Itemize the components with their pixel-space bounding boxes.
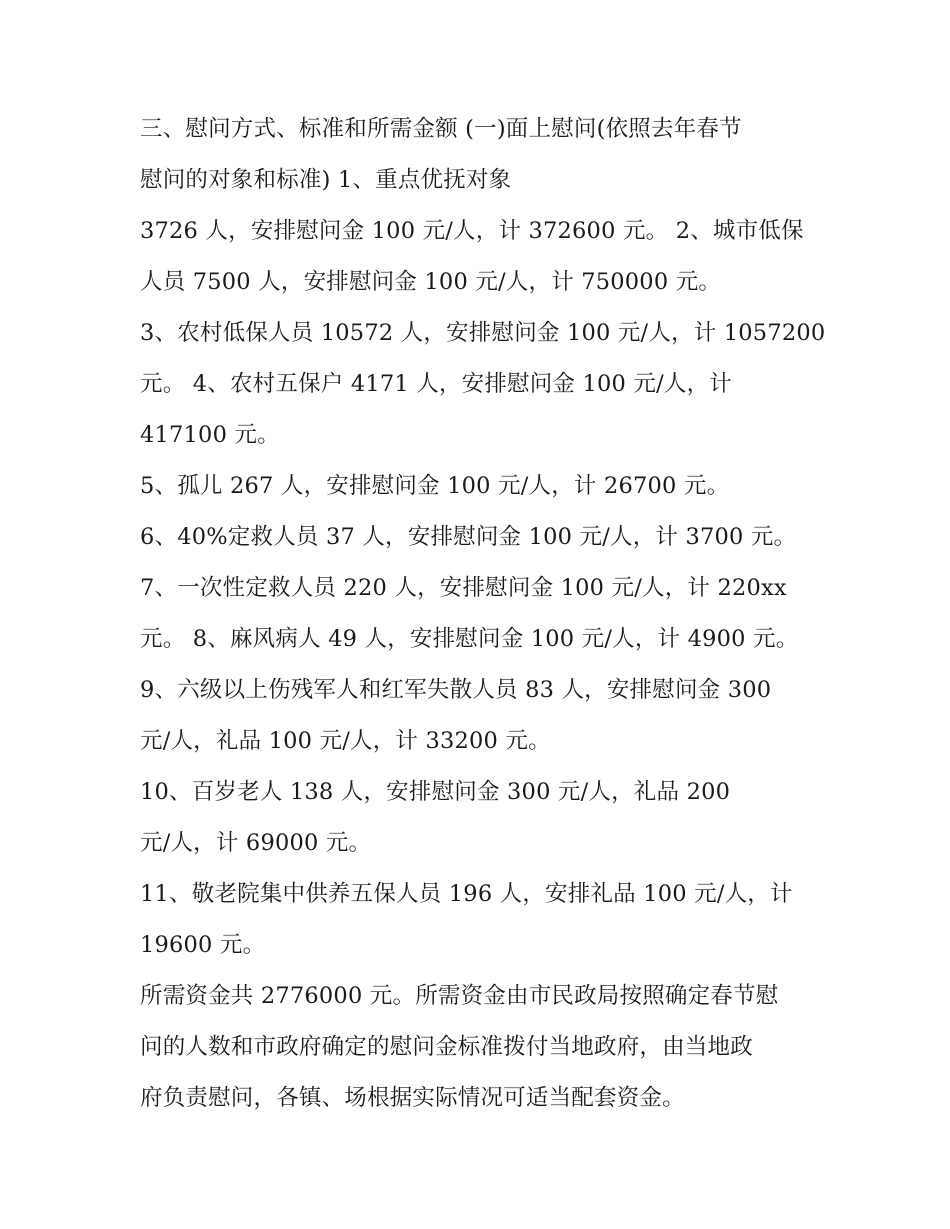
- text-line: 元/人，礼品 100 元/人，计 33200 元。: [140, 728, 551, 754]
- text-line: 府负责慰问，各镇、场根据实际情况可适当配套资金。: [140, 1085, 685, 1111]
- text-line: 10、百岁老人 138 人，安排慰问金 300 元/人，礼品 200: [140, 779, 731, 805]
- text-line: 慰问的对象和标准) 1、重点优抚对象: [140, 167, 512, 193]
- text-line: 9、六级以上伤残军人和红军失散人员 83 人，安排慰问金 300: [140, 677, 772, 703]
- text-line: 元/人，计 69000 元。: [140, 830, 372, 856]
- text-line: 19600 元。: [140, 932, 266, 958]
- document-body: [140, 104, 826, 1124]
- text-line: 元。 8、麻风病人 49 人，安排慰问金 100 元/人，计 4900 元。: [140, 626, 799, 652]
- text-line: 3726 人，安排慰问金 100 元/人，计 372600 元。 2、城市低保: [140, 218, 804, 244]
- text-line: 3、农村低保人员 10572 人，安排慰问金 100 元/人，计 1057200: [140, 320, 826, 346]
- text-line: 11、敬老院集中供养五保人员 196 人，安排礼品 100 元/人，计: [140, 881, 793, 907]
- text-line: 417100 元。: [140, 422, 280, 448]
- text-line: 人员 7500 人，安排慰问金 100 元/人，计 750000 元。: [140, 269, 722, 295]
- text-line: 三、慰问方式、标准和所需金额 (一)面上慰问(依照去年春节: [140, 116, 742, 142]
- text-line: 元。 4、农村五保户 4171 人，安排慰问金 100 元/人，计: [140, 371, 732, 397]
- text-line: 问的人数和市政府确定的慰问金标准拨付当地政府，由当地政: [140, 1034, 753, 1060]
- text-line: 5、孤儿 267 人，安排慰问金 100 元/人，计 26700 元。: [140, 473, 730, 499]
- text-line: 所需资金共 2776000 元。所需资金由市民政局按照确定春节慰: [140, 983, 779, 1009]
- text-line: 7、一次性定救人员 220 人，安排慰问金 100 元/人，计 220xx: [140, 575, 787, 601]
- text-line: 6、40%定救人员 37 人，安排慰问金 100 元/人，计 3700 元。: [140, 524, 797, 550]
